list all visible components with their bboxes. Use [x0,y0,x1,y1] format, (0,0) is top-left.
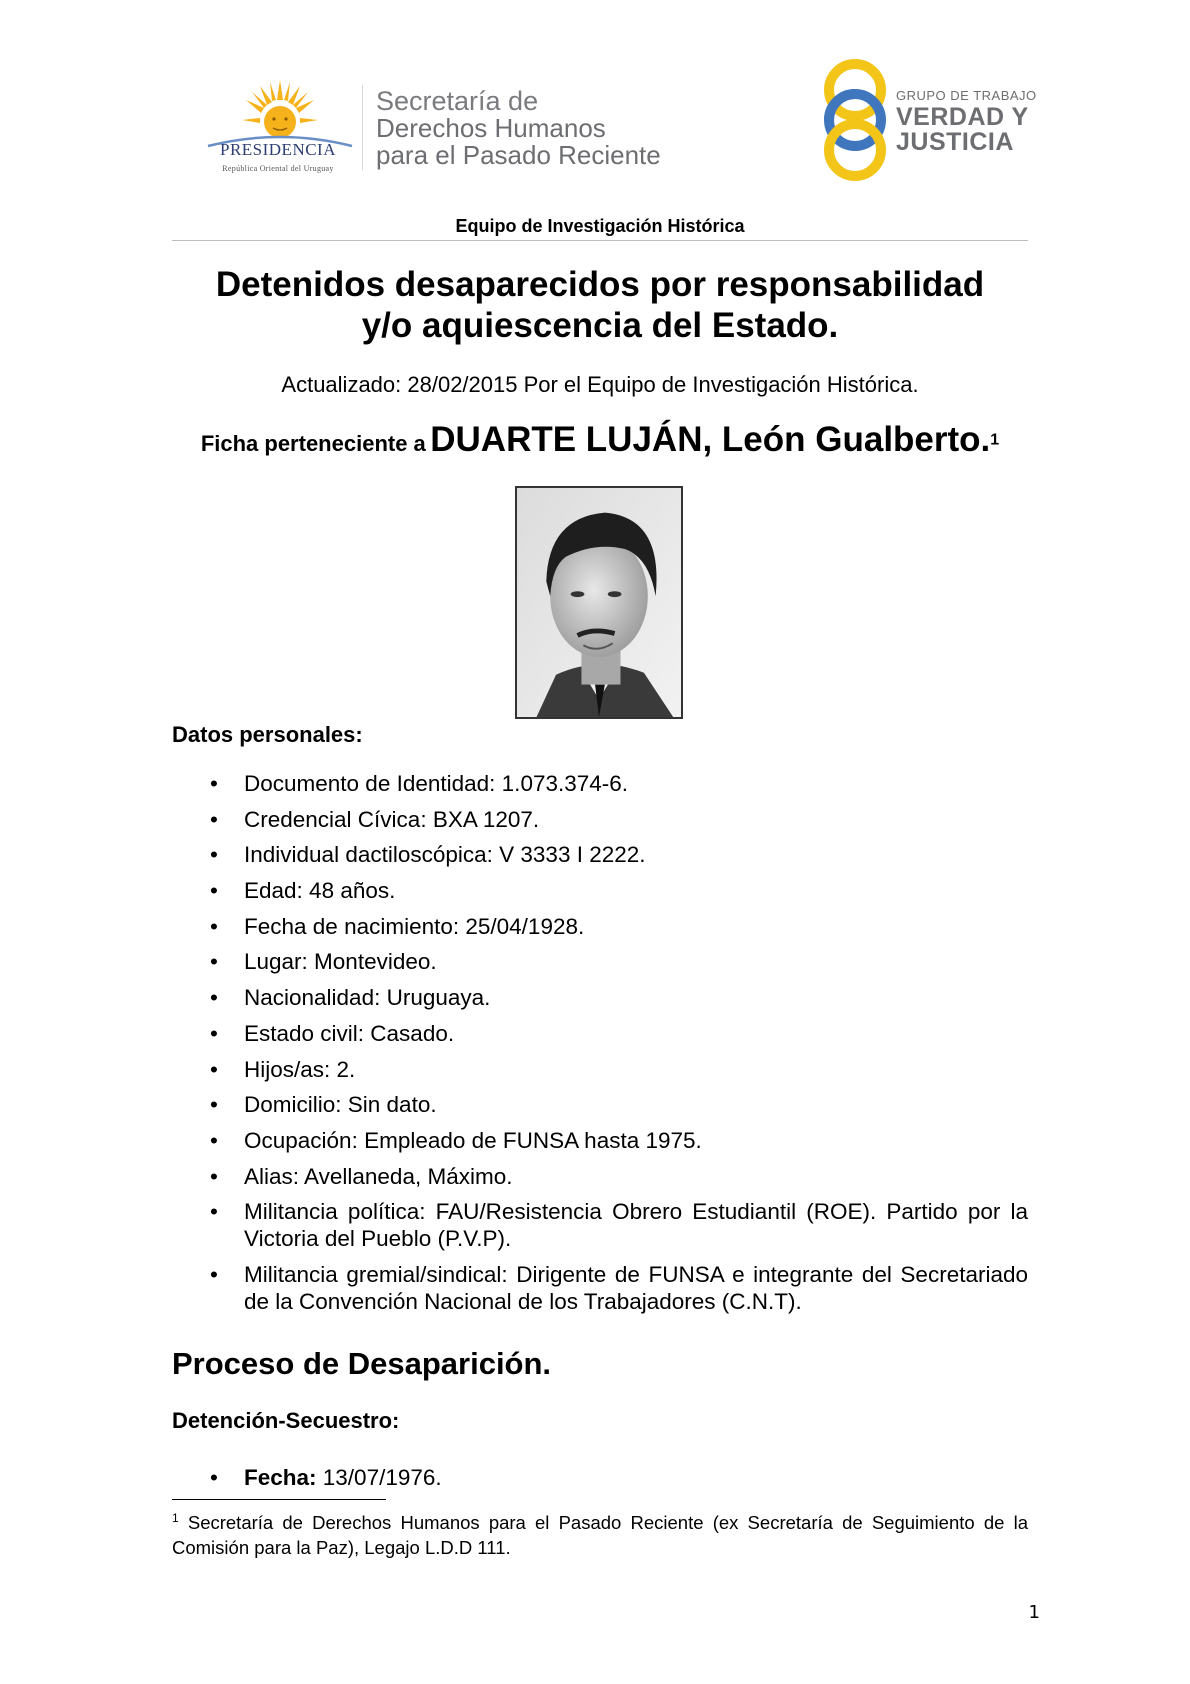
ficha-line [172,420,1028,460]
list-item: • Edad: 48 años. [172,877,1028,904]
person-name: DUARTE LUJÁN, León Gualberto. [430,420,991,459]
updated-line: Actualizado: 28/02/2015 Por el Equipo de Investigación Histórica. [281,372,919,397]
list-item: • Credencial Cívica: BXA 1207. [172,806,1028,833]
process-heading: Proceso de Desaparición. [172,1346,552,1381]
grupo-line3: JUSTICIA [896,128,1014,156]
detention-list [172,1464,1028,1491]
list-item: • Alias: Avellaneda, Máximo. [172,1163,1028,1190]
list-item: • Militancia política: FAU/Resistencia Obrero Estudiantil (ROE). Partido por la Victoria del Pueblo (P.V.P). [172,1198,1028,1252]
footnote-text: Secretaría de Derechos Humanos para el Pasado Reciente (ex Secretaría de Seguimiento de la Comisión para la Paz), Legajo L.D.D 111. [172,1512,1028,1559]
presidencia-subtitle: República Oriental del Uruguay [222,164,334,173]
ficha-prefix: Ficha perteneciente a [200,431,426,456]
list-item: • Documento de Identidad: 1.073.374-6. [172,770,1028,797]
list-item: • Fecha de nacimiento: 25/04/1928. [172,913,1028,940]
page-number: 1 [1028,1602,1040,1623]
personal-data-list [172,770,1028,1324]
header-rule [172,240,1028,241]
team-header: Equipo de Investigación Histórica [455,216,745,236]
secretaria-line2: Derechos Humanos [376,113,606,143]
list-item: • Nacionalidad: Uruguaya. [172,984,1028,1011]
list-item: • Estado civil: Casado. [172,1020,1028,1047]
presidencia-logo [198,78,358,178]
grupo-line1: GRUPO DE TRABAJO [896,88,1037,103]
list-item: • Ocupación: Empleado de FUNSA hasta 1975. [172,1127,1028,1154]
sun-icon [240,78,320,140]
list-item: • Individual dactiloscópica: V 3333 I 2222. [172,841,1028,868]
footnote-ref: 1 [990,431,1000,449]
list-item: • Lugar: Montevideo. [172,948,1028,975]
footnote-number: 1 [172,1511,179,1525]
personal-data-heading: Datos personales: [172,722,363,747]
list-item: • Militancia gremial/sindical: Dirigente de FUNSA e integrante del Secretariado de la Convención Nacional de los Trabajadores (C.N.T). [172,1261,1028,1315]
title-line1: Detenidos desaparecidos por responsabilidad [215,265,985,304]
header-divider [362,85,363,170]
footnote-rule [172,1499,386,1500]
grupo-line2: VERDAD Y [896,103,1029,131]
list-item: • Hijos/as: 2. [172,1056,1028,1083]
list-item: • Domicilio: Sin dato. [172,1091,1028,1118]
document-title [172,264,1028,346]
detention-heading: Detención-Secuestro: [172,1408,400,1433]
fecha-value: 13/07/1976. [316,1465,442,1490]
verdad-justicia-logo [820,55,1040,185]
fecha-label: Fecha: [244,1465,317,1490]
secretaria-line3: para el Pasado Reciente [376,140,661,170]
title-line2: y/o aquiescencia del Estado. [361,306,839,345]
rings-icon [820,55,890,185]
secretaria-logo-text [376,88,661,169]
list-item [172,1464,1028,1491]
presidencia-name: PRESIDENCIA [219,140,336,159]
secretaria-line1: Secretaría de [376,86,539,116]
footnote [172,1506,1028,1560]
portrait-photo [515,486,683,719]
